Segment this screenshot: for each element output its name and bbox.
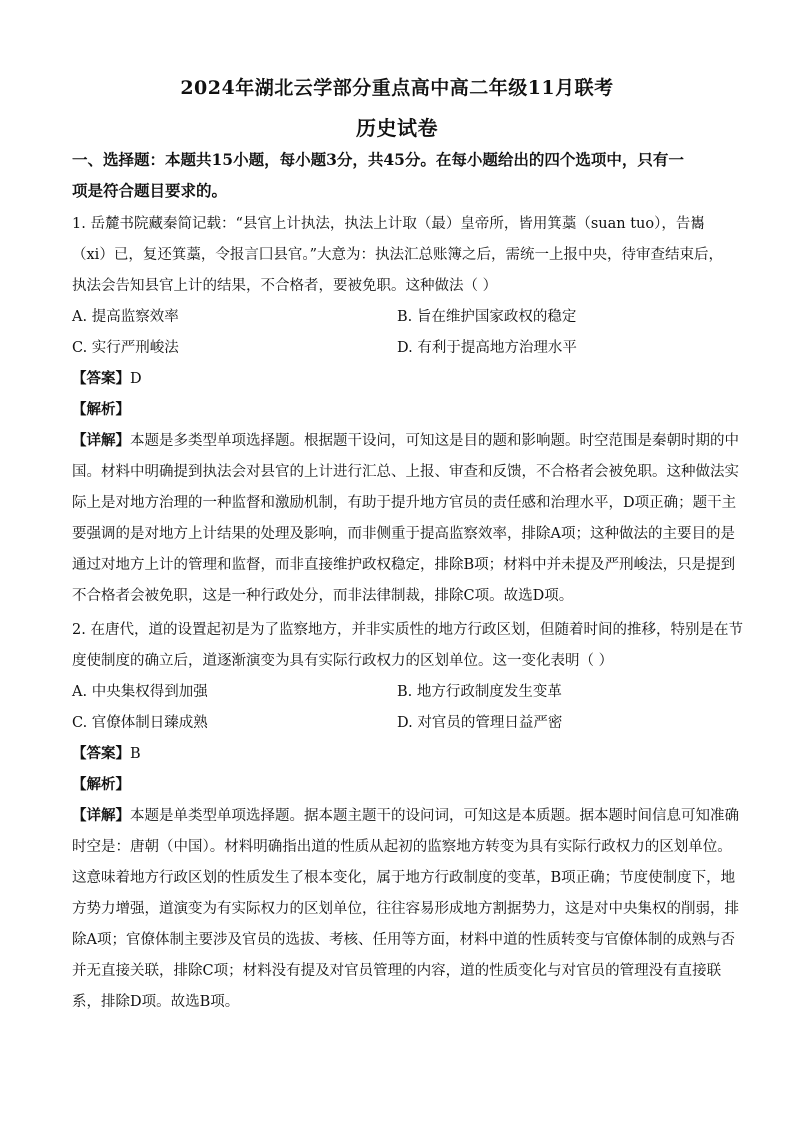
q2-detail-tag: 【详解】	[72, 807, 130, 824]
q1-stem-line-3: 执法会告知县官上计的结果，不合格者，要被免职。这种做法（ ）	[72, 278, 498, 294]
exam-title: 2024年湖北云学部分重点高中高二年级11月联考	[180, 77, 614, 99]
q1-detail-tag: 【详解】	[72, 432, 130, 449]
section-heading-line-1: 一、选择题：本题共15小题，每小题3分，共45分。在每小题给出的四个选项中，只有一	[72, 150, 684, 169]
q1-option-a: A. 提高监察效率	[72, 309, 179, 325]
q1-answer-value: D	[130, 371, 142, 387]
q2-detail-line-7: 系，排除D项。故选B项。	[72, 994, 240, 1010]
q2-answer-tag: 【答案】	[72, 745, 130, 762]
q2-answer-value: B	[130, 746, 141, 762]
q1-detail-text-1: 本题是多类型单项选择题。根据题干设问，可知这是目的题和影响题。时空范围是秦朝时期的中	[130, 433, 739, 449]
q2-detail-line-4: 方势力增强，道演变为有实际权力的区划单位，往往容易形成地方割据势力，这是对中央集权的削弱，排	[72, 901, 739, 917]
q1-detail-line-5: 通过对地方上计的管理和监督，而非直接维护政权稳定，排除B项；材料中并未提及严刑峻法，只是提到	[72, 557, 736, 573]
q2-analysis	[72, 775, 732, 795]
q1-answer	[72, 369, 732, 389]
q1-option-d: D. 有利于提高地方治理水平	[397, 340, 577, 356]
q1-option-b: B. 旨在维护国家政权的稳定	[397, 309, 577, 325]
section-heading-line-2: 项是符合题目要求的。	[72, 181, 228, 200]
q1-detail-line-2: 国。材料中明确提到执法会对县官的上计进行汇总、上报、审查和反馈，不合格者会被免职。这种做法实	[72, 464, 739, 480]
q2-option-a: A. 中央集权得到加强	[72, 684, 208, 700]
q2-stem-line-1: 2. 在唐代，道的设置起初是为了监察地方，并非实质性的地方行政区划，但随着时间的推移，特别是在节	[72, 622, 743, 638]
q2-answer	[72, 744, 732, 764]
q1-stem-line-1: 1. 岳麓书院藏秦简记载：“县官上计执法，执法上计取（最）皇帝所，皆用箕藁（suan tuo），告巂	[72, 216, 705, 232]
q2-analysis-tag: 【解析】	[72, 776, 130, 793]
q2-detail-line-3: 这意味着地方行政区划的性质发生了根本变化，属于地方行政制度的变革，B项正确；节度使制度下，地	[72, 870, 736, 886]
q1-detail-line-4: 要强调的是对地方上计结果的处理及影响，而非侧重于提高监察效率，排除A项；这种做法的主要目的是	[72, 526, 735, 542]
q1-detail-line-6: 不合格者会被免职，这是一种行政处分，而非法律制裁，排除C项。故选D项。	[72, 588, 574, 604]
exam-subtitle: 历史试卷	[356, 116, 438, 140]
q1-detail-line-1	[72, 431, 739, 451]
q2-option-d: D. 对官员的管理日益严密	[397, 715, 563, 731]
q1-option-c: C. 实行严刑峻法	[72, 340, 179, 356]
q2-detail-line-2: 时空是：唐朝（中国）。材料明确指出道的性质从起初的监察地方转变为具有实际行政权力的区划单位。	[72, 839, 732, 855]
q2-stem-line-2: 度使制度的确立后，道逐渐演变为具有实际行政权力的区划单位。这一变化表明（ ）	[72, 653, 614, 669]
q2-detail-text-1: 本题是单类型单项选择题。据本题主题干的设问词，可知这是本质题。据本题时间信息可知准确	[130, 808, 739, 824]
q2-option-b: B. 地方行政制度发生变革	[397, 684, 562, 700]
q1-analysis-tag: 【解析】	[72, 401, 130, 418]
q2-detail-line-6: 并无直接关联，排除C项；材料没有提及对官员管理的内容，道的性质变化与对官员的管理没有直接联	[72, 963, 722, 979]
q1-detail-line-3: 际上是对地方治理的一种监督和激励机制，有助于提升地方官员的责任感和治理水平，D项正确；题干主	[72, 495, 737, 511]
q1-analysis	[72, 400, 732, 420]
q2-detail-line-5: 除A项；官僚体制主要涉及官员的选拔、考核、任用等方面，材料中道的性质转变与官僚体制的成熟与否	[72, 932, 735, 948]
q2-detail-line-1	[72, 806, 739, 826]
q1-stem-line-2: （xi）已，复还箕藁，令报言囗县官。”大意为：执法汇总账簿之后，需统一上报中央，待审查结束后，	[72, 247, 723, 263]
q2-option-c: C. 官僚体制日臻成熟	[72, 715, 208, 731]
q1-answer-tag: 【答案】	[72, 370, 130, 387]
